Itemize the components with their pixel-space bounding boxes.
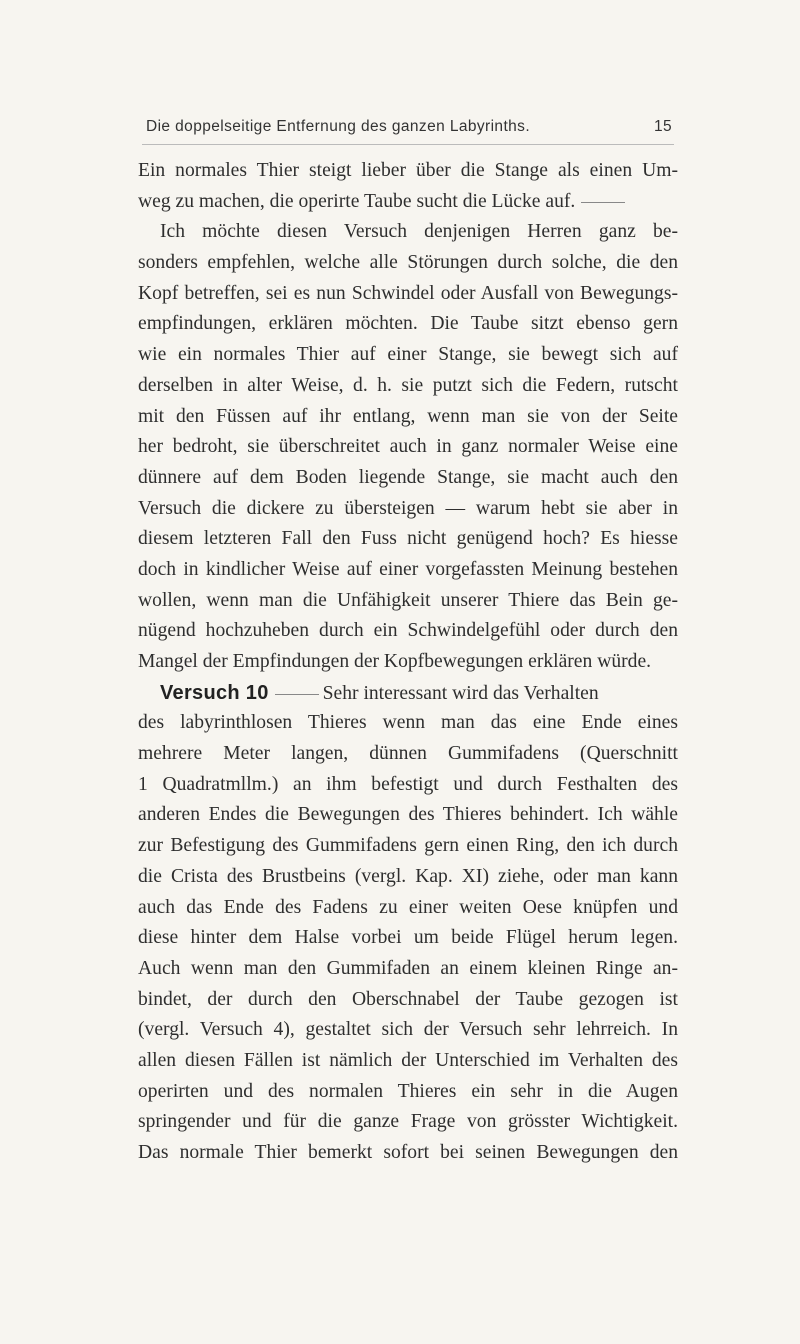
text-line: anderen Endes die Bewegungen des Thieres behindert. Ich wähle (138, 804, 678, 826)
text-line: wie ein normales Thier auf einer Stange, sie bewegt sich auf (138, 344, 678, 366)
body-text (138, 156, 678, 1169)
text-line: des labyrinthlosen Thieres wenn man das eine Ende eines (138, 712, 678, 734)
dash-rule (275, 694, 319, 695)
text-line: diese hinter dem Halse vorbei um beide Flügel herum legen. (138, 927, 678, 949)
text-line: allen diesen Fällen ist nämlich der Unterschied im Verhalten des (138, 1049, 678, 1071)
text-line: operirten und des normalen Thieres ein sehr in die Augen (138, 1080, 678, 1102)
text-line: die Crista des Brustbeins (vergl. Kap. XI) ziehe, oder man kann (138, 865, 678, 887)
text-line-content: Sehr interessant wird das Verhalten (322, 682, 599, 704)
text-line (138, 678, 678, 709)
text-line: sonders empfehlen, welche alle Störungen durch solche, die den (138, 252, 678, 274)
text-line: springender und für die ganze Frage von grösster Wichtigkeit. (138, 1111, 678, 1133)
text-line: (vergl. Versuch 4), gestaltet sich der Versuch sehr lehrreich. In (138, 1019, 678, 1041)
text-line: Auch wenn man den Gummifaden an einem kleinen Ringe an- (138, 957, 678, 979)
text-line: diesem letzteren Fall den Fuss nicht genügend hoch? Es hiesse (138, 528, 678, 550)
dash-rule (581, 202, 625, 203)
text-line: her bedroht, sie überschreitet auch in ganz normaler Weise eine (138, 436, 678, 458)
text-line: wollen, wenn man die Unfähigkeit unserer Thiere das Bein ge- (138, 589, 678, 611)
text-line (138, 187, 678, 218)
text-line: derselben in alter Weise, d. h. sie putzt sich die Federn, rutscht (138, 374, 678, 396)
text-line: mehrere Meter langen, dünnen Gummifadens (Querschnitt (138, 743, 678, 765)
text-line: dünnere auf dem Boden liegende Stange, sie macht auch den (138, 466, 678, 488)
text-line-content: weg zu machen, die operirte Taube sucht die Lücke auf. (138, 190, 576, 212)
text-line: empfindungen, erklären möchten. Die Taube sitzt ebenso gern (138, 313, 678, 335)
text-line: Ich möchte diesen Versuch denjenigen Herren ganz be- (160, 221, 678, 243)
text-line: Versuch die dickere zu übersteigen — warum hebt sie aber in (138, 497, 678, 519)
text-line: bindet, der durch den Oberschnabel der Taube gezogen ist (138, 988, 678, 1010)
text-line: Ein normales Thier steigt lieber über die Stange als einen Um- (138, 160, 678, 181)
header-rule (142, 144, 674, 145)
text-line: 1 Quadratmllm.) an ihm befestigt und durch Festhalten des (138, 773, 678, 795)
text-line: Kopf betreffen, sei es nun Schwindel oder Ausfall von Bewegungs- (138, 282, 678, 304)
text-line: nügend hochzuheben durch ein Schwindelgefühl oder durch den (138, 620, 678, 642)
text-line: doch in kindlicher Weise auf einer vorgefassten Meinung bestehen (138, 558, 678, 580)
experiment-label: Versuch 10 (160, 681, 269, 704)
text-line: auch das Ende des Fadens zu einer weiten Oese knüpfen und (138, 896, 678, 918)
text-line: Das normale Thier bemerkt sofort bei seinen Bewegungen den (138, 1142, 678, 1163)
running-header (146, 118, 672, 142)
page-number: 15 (653, 118, 672, 135)
text-line: mit den Füssen auf ihr entlang, wenn man sie von der Seite (138, 405, 678, 427)
text-line: Mangel der Empfindungen der Kopfbewegungen erklären würde. (138, 651, 652, 672)
text-line: zur Befestigung des Gummifadens gern einen Ring, den ich durch (138, 835, 678, 857)
running-title: Die doppelseitige Entfernung des ganzen Labyrinths. (146, 118, 531, 135)
